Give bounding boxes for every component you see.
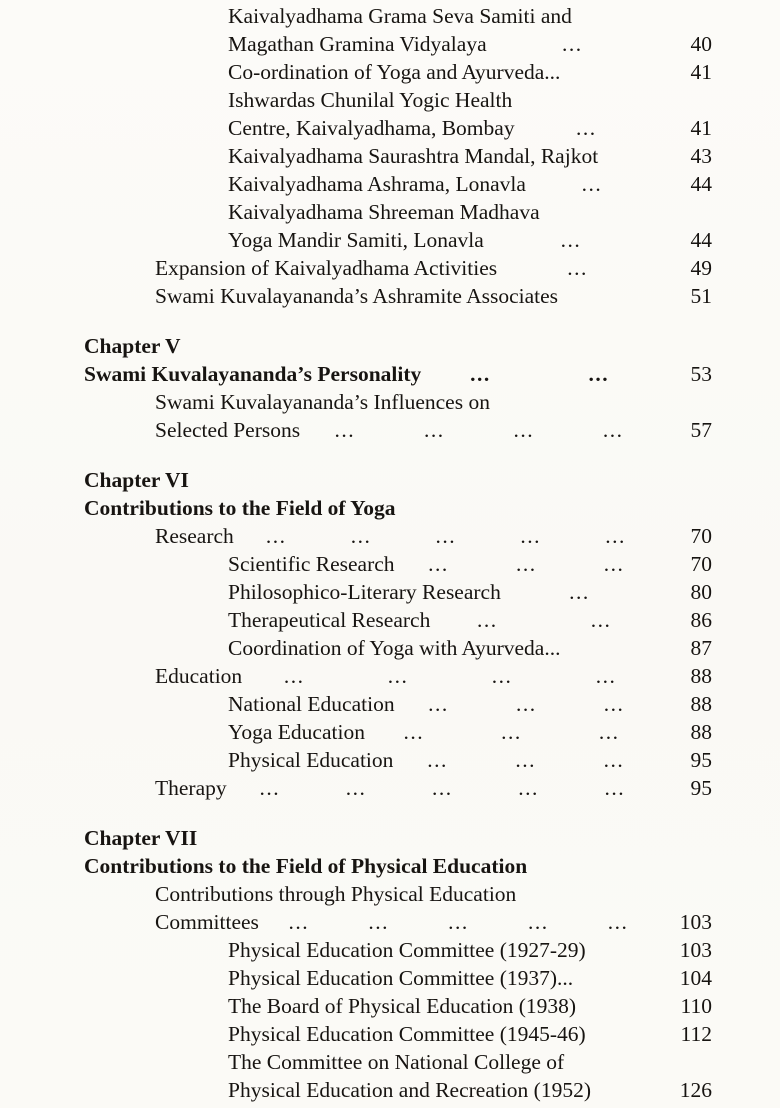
toc-entry-label: Contributions to the Field of Physical Education: [84, 854, 528, 878]
toc-entry-label: Therapeutical Research: [228, 608, 431, 632]
toc-page-number: 40: [690, 32, 712, 56]
toc-line: [0, 494, 780, 522]
toc-page-number: 88: [690, 692, 712, 716]
leader-dot-group: ...: [598, 720, 620, 744]
toc-entry-label: Swami Kuvalayananda’s Ashramite Associates: [155, 284, 559, 308]
toc-line: [0, 936, 780, 964]
toc-page-number: 49: [690, 256, 712, 280]
toc-entry-label: Contributions through Physical Education: [155, 882, 517, 906]
leader-dot-group: ...: [501, 720, 522, 744]
toc-line: [0, 466, 780, 494]
toc-page-number: 88: [690, 664, 712, 688]
toc-line: [0, 718, 780, 746]
toc-line: [0, 282, 780, 310]
leader-dot-group: ...: [283, 664, 305, 688]
leader-dot-group: ...: [470, 362, 491, 386]
toc-entry-label: National Education: [228, 692, 395, 716]
toc-page-number: 103: [679, 938, 712, 962]
leader-dot-group: ...: [288, 910, 310, 934]
toc-line: [0, 690, 780, 718]
leader-dot-group: ...: [345, 776, 367, 800]
toc-line: [0, 824, 780, 852]
leader-dot-group: ...: [435, 524, 457, 548]
leader-dot-group: ...: [607, 910, 629, 934]
toc-line: [0, 774, 780, 802]
leader-dots: [395, 690, 658, 718]
toc-page-number: 95: [690, 776, 712, 800]
toc-page-number: 112: [680, 1022, 712, 1046]
leader-dot-group: ...: [427, 748, 448, 772]
toc-list: [0, 2, 780, 1104]
leader-dot-group: ...: [603, 552, 625, 576]
toc-page-number: 44: [690, 172, 712, 196]
toc-entry-label: Kaivalyadhama Ashrama, Lonavla: [228, 172, 526, 196]
leader-dots: [227, 774, 658, 802]
leader-dot-group: ...: [595, 664, 617, 688]
toc-page-number: 70: [690, 552, 712, 576]
leader-dot-group: ...: [423, 418, 445, 442]
leader-dots: [365, 718, 658, 746]
toc-entry-label: Kaivalyadhama Shreeman Madhava: [228, 200, 540, 224]
leader-dot-group: ...: [560, 228, 582, 252]
toc-entry-label: Selected Persons: [155, 418, 301, 442]
toc-line: [0, 880, 780, 908]
leader-dot-group: ...: [520, 524, 541, 548]
toc-page-number: 86: [690, 608, 712, 632]
toc-entry-label: Magathan Gramina Vidyalaya: [228, 32, 487, 56]
toc-line: [0, 360, 780, 388]
toc-page-number: 80: [690, 580, 712, 604]
leader-dot-group: ...: [603, 748, 625, 772]
toc-entry-label: Co-ordination of Yoga and Ayurveda...: [228, 60, 561, 84]
leader-dot-group: ...: [575, 116, 597, 140]
leader-dot-group: ...: [350, 524, 372, 548]
leader-dots: [497, 254, 658, 282]
toc-entry-label: Chapter V: [84, 334, 181, 358]
toc-line: [0, 332, 780, 360]
toc-page-number: 126: [679, 1078, 712, 1102]
toc-line: [0, 2, 780, 30]
toc-entry-label: Education: [155, 664, 243, 688]
toc-line: [0, 114, 780, 142]
toc-line: [0, 142, 780, 170]
leader-dot-group: ...: [561, 32, 583, 56]
toc-line: [0, 30, 780, 58]
leader-dots: [234, 522, 658, 550]
leader-dot-group: ...: [515, 552, 537, 576]
leader-dot-group: ...: [513, 418, 535, 442]
toc-line: [0, 964, 780, 992]
toc-line: [0, 578, 780, 606]
toc-line: [0, 170, 780, 198]
toc-page-number: 41: [690, 116, 712, 140]
leader-dot-group: ...: [527, 910, 549, 934]
toc-entry-label: Swami Kuvalayananda’s Personality: [84, 362, 422, 386]
toc-entry-label: Centre, Kaivalyadhama, Bombay: [228, 116, 515, 140]
toc-page-number: 103: [679, 910, 712, 934]
toc-line: [0, 522, 780, 550]
leader-dot-group: ...: [602, 418, 624, 442]
leader-dots: [430, 606, 658, 634]
leader-dots: [395, 550, 658, 578]
toc-entry-label: Physical Education Committee (1927-29): [228, 938, 586, 962]
toc-line: [0, 852, 780, 880]
toc-entry-label: Research: [155, 524, 234, 548]
toc-line: [0, 1048, 780, 1076]
leader-dot-group: ...: [431, 776, 453, 800]
toc-entry-label: Swami Kuvalayananda’s Influences on: [155, 390, 490, 414]
leader-dot-group: ...: [368, 910, 389, 934]
toc-entry-label: Ishwardas Chunilal Yogic Health: [228, 88, 513, 112]
toc-entry-label: Contributions to the Field of Yoga: [84, 496, 396, 520]
leader-dot-group: ...: [581, 172, 603, 196]
leader-dot-group: ...: [259, 776, 281, 800]
toc-entry-label: Chapter VII: [84, 826, 198, 850]
leader-dot-group: ...: [588, 362, 610, 386]
leader-dot-group: ...: [491, 664, 513, 688]
toc-entry-label: Chapter VI: [84, 468, 189, 492]
leader-dot-group: ...: [448, 910, 469, 934]
toc-entry-label: Yoga Mandir Samiti, Lonavla: [228, 228, 484, 252]
toc-entry-label: Physical Education and Recreation (1952): [228, 1078, 592, 1102]
leader-dot-group: ...: [334, 418, 356, 442]
toc-line: [0, 254, 780, 282]
leader-dot-group: ...: [518, 776, 539, 800]
leader-dots: [484, 226, 658, 254]
toc-entry-label: Kaivalyadhama Grama Seva Samiti and: [228, 4, 572, 28]
leader-dot-group: ...: [387, 664, 409, 688]
toc-page-number: 70: [690, 524, 712, 548]
toc-line: [0, 58, 780, 86]
leader-dots: [487, 30, 658, 58]
toc-entry-label: The Committee on National College of: [228, 1050, 565, 1074]
leader-dot-group: ...: [428, 692, 449, 716]
toc-line: [0, 1076, 780, 1104]
toc-line: [0, 226, 780, 254]
leader-dots: [242, 662, 658, 690]
leader-dot-group: ...: [515, 692, 537, 716]
leader-dot-group: ...: [476, 608, 498, 632]
leader-dots: [515, 114, 658, 142]
toc-page-number: 95: [690, 748, 712, 772]
toc-entry-label: Yoga Education: [228, 720, 365, 744]
toc-page-number: 104: [679, 966, 712, 990]
leader-dots: [259, 908, 658, 936]
leader-dot-group: ...: [603, 692, 625, 716]
leader-dots: [300, 416, 658, 444]
toc-page-number: 88: [690, 720, 712, 744]
toc-line: [0, 662, 780, 690]
leader-dot-group: ...: [590, 608, 612, 632]
toc-entry-label: The Board of Physical Education (1938): [228, 994, 577, 1018]
toc-entry-label: Physical Education Committee (1937)...: [228, 966, 574, 990]
leader-dot-group: ...: [515, 748, 536, 772]
toc-page-number: 41: [690, 60, 712, 84]
toc-line: [0, 634, 780, 662]
leader-dots: [526, 170, 658, 198]
toc-line: [0, 746, 780, 774]
toc-page-number: 51: [690, 284, 712, 308]
leader-dot-group: ...: [265, 524, 287, 548]
toc-line: [0, 606, 780, 634]
leader-dot-group: ...: [569, 580, 590, 604]
toc-page-number: 57: [690, 418, 712, 442]
leader-dots: [393, 746, 658, 774]
toc-line: [0, 416, 780, 444]
toc-page-number: 87: [690, 636, 712, 660]
toc-entry-label: Kaivalyadhama Saurashtra Mandal, Rajkot: [228, 144, 599, 168]
toc-line: [0, 908, 780, 936]
toc-page-number: 44: [690, 228, 712, 252]
toc-line: [0, 550, 780, 578]
toc-entry-label: Philosophico-Literary Research: [228, 580, 501, 604]
leader-dots: [501, 578, 658, 606]
leader-dot-group: ...: [605, 524, 626, 548]
toc-entry-label: Expansion of Kaivalyadhama Activities: [155, 256, 498, 280]
toc-line: [0, 388, 780, 416]
toc-line: [0, 1020, 780, 1048]
toc-entry-label: Therapy: [155, 776, 227, 800]
toc-entry-label: Physical Education Committee (1945-46): [228, 1022, 586, 1046]
toc-line: [0, 992, 780, 1020]
leader-dot-group: ...: [567, 256, 588, 280]
leader-dot-group: ...: [403, 720, 425, 744]
leader-dot-group: ...: [428, 552, 449, 576]
toc-entry-label: Coordination of Yoga with Ayurveda...: [228, 636, 561, 660]
leader-dot-group: ...: [604, 776, 626, 800]
toc-entry-label: Physical Education: [228, 748, 394, 772]
toc-page-number: 43: [690, 144, 712, 168]
leader-dots: [421, 360, 658, 388]
toc-page-number: 53: [690, 362, 712, 386]
toc-line: [0, 86, 780, 114]
toc-entry-label: Committees: [155, 910, 259, 934]
toc-entry-label: Scientific Research: [228, 552, 395, 576]
toc-line: [0, 198, 780, 226]
toc-page-number: 110: [680, 994, 712, 1018]
